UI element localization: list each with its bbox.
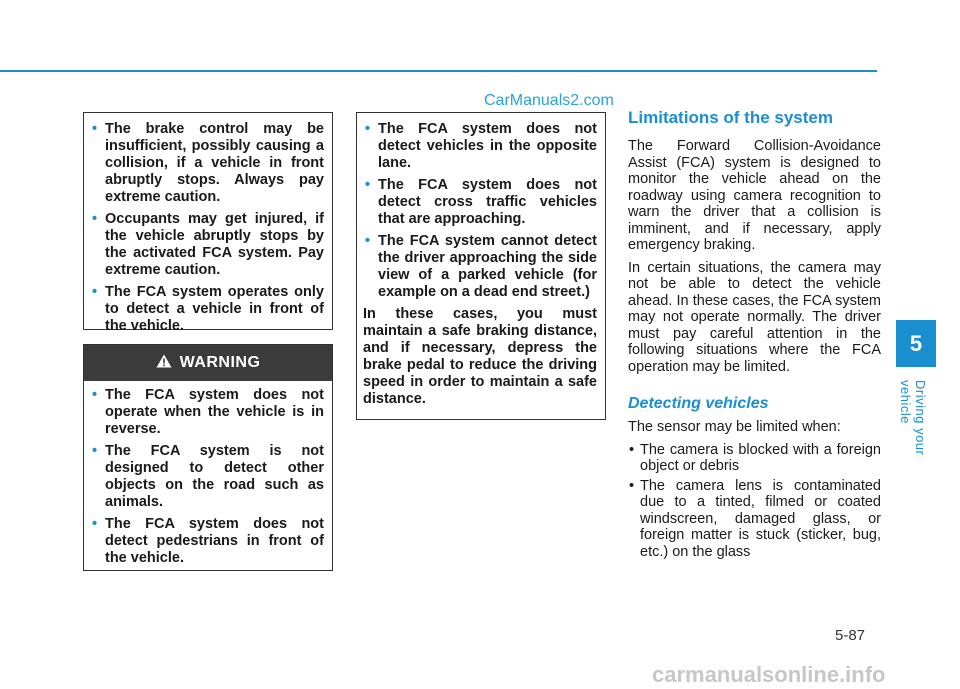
list-item: • The brake control may be insufficient, possibly causing a collision, if a vehicle in front abruptly stops. Always pay extreme caution. [90,121,324,206]
warning-triangle-icon [156,354,172,373]
paragraph: The sensor may be limited when: [628,419,841,435]
warning-box [83,344,333,571]
caution-list [90,121,324,335]
page-number: 5-87 [835,627,866,644]
watermark-top[interactable]: CarManuals2.com [484,92,614,109]
limitations-list [628,442,881,561]
list-item: • The FCA system does not detect pedestrians in front of the vehicle. [90,516,324,567]
list-item: • Occupants may get injured, if the vehicle abruptly stops by the activated FCA system. Pay extreme caution. [90,211,324,279]
list-item: • The camera is blocked with a foreign object or debris [628,442,881,475]
list-item: • The FCA system operates only to detect a vehicle in front of the vehicle. [90,284,324,335]
watermark-bottom[interactable]: carmanualsonline.info [652,662,886,687]
header-rule [0,70,877,72]
warning-list [90,387,324,567]
list-item: • The FCA system does not operate when the vehicle is in reverse. [90,387,324,438]
list-item: • The camera lens is contaminated due to a tinted, filmed or coated windscreen, damaged glass, or foreign matter is stuck (sticker, bug, etc.) on the glass [628,478,881,561]
section-heading: Limitations of the system [628,108,833,127]
warning-header [84,345,332,381]
list-item: • The FCA system does not detect cross traffic vehicles that are approaching. [363,177,597,228]
chapter-label: Driving your vehicle [898,380,928,456]
warning-continued-list [363,121,597,301]
subsection-heading: Detecting vehicles [628,395,769,412]
warning-title: WARNING [179,354,261,371]
caution-box [83,112,333,334]
chapter-tab: 5 [896,320,936,367]
main-column [628,108,881,563]
list-item: • The FCA system does not detect vehicles in the opposite lane. [363,121,597,172]
warning-continued-box [356,112,606,420]
warning-closing-text: In these cases, you must maintain a safe braking distance, and if necessary, depress the brake pedal to reduce the driving speed in order to maintain a safe distance. [363,306,597,407]
paragraph: The Forward Collision-Avoidance Assist (FCA) system is designed to monitor the vehicle ahead on the roadway using camera recognition to warn the driver that a collision is imminent, and if necessary, apply emergency braking. [628,138,881,253]
list-item: • The FCA system cannot detect the driver approaching the side view of a parked vehicle (for example on a dead end street.) [363,233,597,301]
paragraph: In certain situations, the camera may not be able to detect the vehicle ahead. In these cases, the FCA system may not operate normally. The driver must pay careful attention in the following situations where the FCA operation may be limited. [628,259,881,375]
list-item: • The FCA system is not designed to detect other objects on the road such as animals. [90,443,324,511]
